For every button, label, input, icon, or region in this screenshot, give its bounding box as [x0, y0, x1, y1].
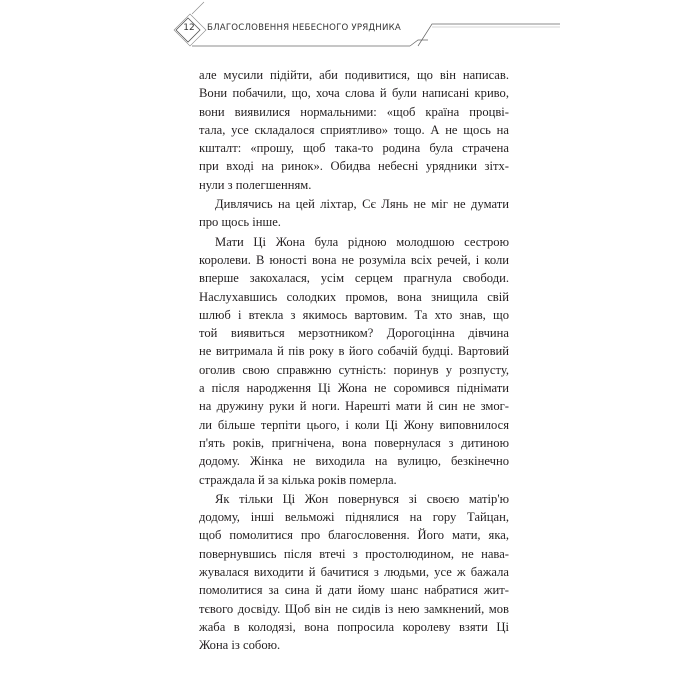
text-line: той виявиться мерзотником? Дорогоцінна дівчина: [199, 326, 509, 341]
text-line: нули з полегшенням.: [199, 177, 312, 192]
page-number: 12: [183, 23, 195, 33]
text-line: про щось інше.: [199, 215, 281, 230]
text-line: Наслухавшись солодких промов, вона знищила свій: [199, 289, 509, 304]
text-line: тєвого досвіду. Щоб він не сидів із нею замкнений, мов: [199, 601, 509, 616]
text-line: тала, усе складалося сприятливо» тощо. А не щось на: [199, 122, 509, 137]
text-line: шлюб і втекла з якимось вартовим. Та хто знав, що: [199, 307, 509, 322]
text-line: вони виявилися нормальними: «щоб країна процві-: [199, 104, 509, 119]
text-line: Жона із собою.: [199, 638, 281, 653]
text-line: п'ять років, пригнічена, вона повернулася з дитиною: [199, 435, 509, 450]
text-line: страждала й за кілька років померла.: [199, 472, 397, 487]
text-line: оголив свою справжню сутність: поринув у розпусту,: [199, 362, 509, 377]
text-line: Дивлячись на цей ліхтар, Сє Лянь не міг не думати: [215, 197, 509, 212]
text-line: при вході на ринок». Обидва небесні урядники зітх-: [199, 159, 509, 174]
text-line: додому. Жінка не виходила на вулицю, безкінечно: [199, 454, 509, 469]
text-line: жаба в колодязі, вона попросила королеву взяти Ці: [199, 619, 509, 634]
text-line: на дружину руки й ноги. Нарешті мати й син не змог-: [199, 399, 509, 414]
text-line: кштaлт: «прошу, щоб така-то родина була страчена: [199, 141, 509, 156]
running-header: [0, 0, 700, 60]
text-line: королеви. В юності вона не розуміла всіх речей, і коли: [199, 252, 509, 267]
text-line: Вони побачили, що, хоча слова й були написані криво,: [199, 86, 509, 101]
text-line: жувалася виходити й бачитися з людьми, усе ж бажала: [199, 565, 509, 580]
text-line: вперше закохалася, усім серцем прагнула свободи.: [199, 271, 509, 286]
running-title: БЛАГОСЛОВЕННЯ НЕБЕСНОГО УРЯДНИКА: [207, 23, 401, 33]
text-line: помолитися за сина й дати йому шанс набратися жит-: [199, 583, 509, 598]
text-line: Як тільки Ці Жон повернувся зі своєю матір'ю: [215, 491, 509, 506]
text-line: повернувшись після втечі з простолюдином, не нава-: [199, 546, 509, 561]
paragraph: [199, 195, 509, 232]
text-line: не витримала й пів року в його собачій будці. Вартовий: [199, 344, 509, 359]
paragraph: [199, 66, 509, 194]
paragraph: [199, 233, 509, 489]
text-line: але мусили підійти, аби подивитися, що він написав.: [199, 68, 509, 82]
text-line: щоб помолитися про благословення. Його мати, яка,: [199, 528, 509, 543]
body-text: [199, 66, 509, 656]
text-line: а після народження Ці Жона не соромився піднімати: [199, 381, 509, 396]
text-line: Мати Ці Жона була рідною молодшою сестрою: [215, 234, 509, 249]
text-line: додому, інші вельможі піднялися на гору Тайцан,: [199, 510, 509, 525]
text-line: ли більше терпіти цього, і коли Ці Жону виповнилося: [199, 417, 509, 432]
paragraph: [199, 490, 509, 655]
